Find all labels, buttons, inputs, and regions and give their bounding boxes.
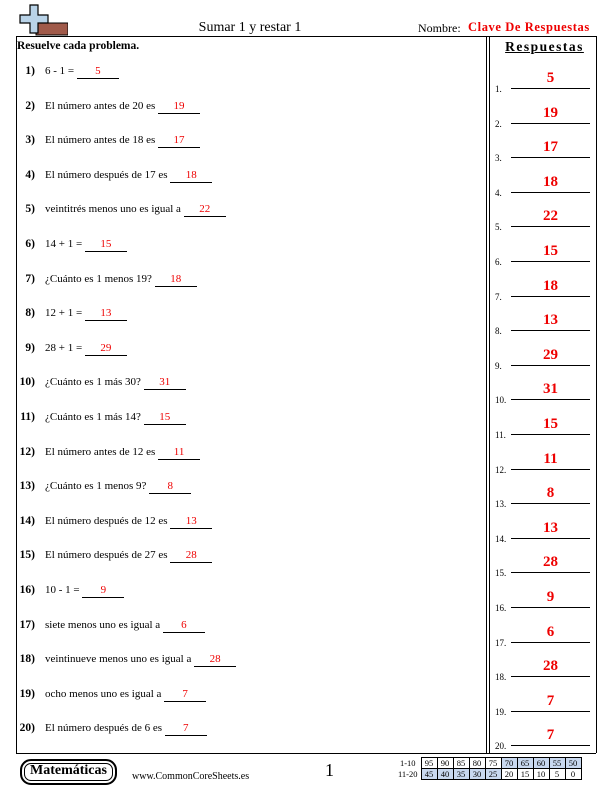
problem-number: 18) [19,653,35,666]
right-border [596,36,597,753]
score-row [396,758,581,769]
problem-text: El número después de 6 es [45,722,162,735]
problem-text-wrap [45,273,197,287]
answer-line [511,538,590,539]
answer-line [511,469,590,470]
answer-value: 18 [543,277,558,294]
answer-item [494,236,594,266]
problem-text: El número antes de 18 es [45,134,156,147]
problem-text: ¿Cuánto es 1 más 30? [45,376,141,389]
answer-value: 19 [543,104,558,121]
answer-blank[interactable]: 18 [170,169,212,183]
answer-blank[interactable]: 29 [85,342,127,356]
answer-line [511,261,590,262]
problem-text-wrap [45,134,200,148]
score-cell: 60 [533,758,549,769]
answer-number: 18. [495,672,507,683]
score-cell: 75 [485,758,501,769]
answer-line [511,123,590,124]
score-cell: 5 [549,769,565,780]
answer-value: 17 [543,139,558,156]
answer-value: 31 [543,381,558,398]
answer-value: 28 [543,658,558,675]
problem-text-wrap [45,65,119,79]
score-cell: 50 [565,758,581,769]
answer-number: 5. [495,222,502,233]
answer-line [511,192,590,193]
answer-blank[interactable]: 28 [170,549,212,563]
answer-line [511,642,590,643]
problem-item [0,446,480,464]
problem-number: 12) [19,445,35,458]
problem-item [0,722,480,740]
score-cell: 45 [421,769,437,780]
answer-item [494,547,594,577]
answer-value: 13 [543,312,558,329]
answer-number: 19. [495,706,507,717]
problem-text-wrap [45,619,205,633]
answer-value: 13 [543,519,558,536]
problem-text: ¿Cuánto es 1 más 14? [45,411,141,423]
footer-rule [16,753,596,754]
answer-number: 8. [495,326,502,337]
answer-blank[interactable]: 7 [164,688,206,702]
answer-number: 3. [495,153,502,164]
answer-value: 15 [543,416,558,432]
answer-blank[interactable]: 18 [155,273,197,287]
problem-number: 15) [19,549,35,562]
problem-number: 14) [19,514,35,527]
answer-blank[interactable]: 17 [158,134,200,148]
problem-item [0,480,480,498]
problem-item [0,65,480,83]
answer-item [494,617,594,647]
answer-blank[interactable]: 13 [85,307,127,321]
answer-item [494,444,594,474]
answer-number: 13. [495,499,507,510]
brand-badge: Matemáticas [20,759,117,785]
answer-number: 6. [495,257,502,267]
answer-line [511,399,590,400]
problem-text-wrap [45,549,212,563]
answer-number: 15. [495,568,507,579]
answer-line [511,157,590,158]
header-rule [16,36,596,37]
problem-text: 12 + 1 = [45,307,83,320]
page-number: 1 [325,760,334,780]
problem-text: 14 + 1 = [45,238,83,250]
problem-item [0,619,480,637]
score-row [396,769,581,780]
answer-number: 7. [495,291,502,302]
problem-text-wrap [45,342,127,356]
answer-number: 2. [495,118,502,129]
answer-number: 11. [495,430,506,440]
answer-blank[interactable]: 13 [170,515,212,529]
problem-text: ¿Cuánto es 1 menos 9? [45,480,147,493]
answer-number: 16. [495,603,507,613]
answer-blank[interactable]: 6 [163,619,205,633]
answer-line [511,296,590,297]
answer-number: 12. [495,464,507,475]
divider-line [489,36,490,753]
problem-text-wrap [45,376,186,390]
score-cell: 30 [469,769,485,780]
problem-number: 4) [25,168,35,181]
problem-item [0,549,480,567]
answer-line [511,745,590,746]
answer-number: 1. [495,84,502,94]
problem-number: 10) [19,376,35,389]
problem-number: 2) [25,99,35,112]
problem-item [0,273,480,291]
answer-blank[interactable]: 28 [194,653,236,667]
problem-text-wrap [45,722,207,736]
problem-text-wrap [45,169,212,183]
answer-line [511,676,590,677]
answer-blank[interactable]: 8 [149,480,191,494]
answer-value: 6 [546,623,555,640]
problem-text-wrap [45,515,212,529]
answer-item [494,582,594,612]
answer-blank[interactable]: 19 [158,100,200,114]
problem-number: 1) [25,65,35,77]
answer-line [511,572,590,573]
problem-number: 11) [20,411,35,423]
problem-item [0,411,480,429]
problem-text: El número después de 17 es [45,168,168,181]
problem-text-wrap [45,411,186,425]
answer-number: 4. [495,187,502,198]
problem-number: 16) [19,584,35,596]
problem-item [0,307,480,325]
site-url[interactable]: www.CommonCoreSheets.es [132,771,250,782]
problem-number: 7) [25,272,35,285]
answer-item [494,167,594,197]
answer-blank[interactable]: 15 [85,238,127,252]
answer-number: 9. [495,360,502,371]
problem-item [0,653,480,671]
problem-item [0,515,480,533]
problem-text: ocho menos uno es igual a [45,687,162,700]
answer-value: 11 [543,450,558,467]
score-cell: 20 [501,769,517,780]
answer-line [511,88,590,89]
problem-item [0,376,480,394]
answer-line [511,330,590,331]
answer-item [494,513,594,543]
answer-item [494,201,594,231]
problem-number: 19) [19,687,35,700]
name-label: Nombre: [418,21,461,35]
answer-blank[interactable]: 22 [184,203,226,217]
problem-text-wrap [45,100,200,114]
answer-item [494,132,594,162]
score-cell: 55 [549,758,565,769]
problem-text: veintinueve menos uno es igual a [45,653,192,666]
problem-text-wrap [45,203,226,217]
answer-value: 7 [546,727,555,744]
score-row-label: 1-10 [399,758,416,768]
score-cell: 70 [501,758,517,769]
answer-value: 18 [543,173,558,190]
answers-title: Respuestas [505,39,584,54]
answer-item [494,63,594,93]
problem-text-wrap [45,480,191,494]
answer-blank[interactable]: 5 [77,65,119,79]
problem-number: 9) [25,341,35,354]
problem-item [0,342,480,360]
score-cell: 95 [421,758,437,769]
problem-text: siete menos uno es igual a [45,618,161,631]
answer-blank[interactable]: 11 [158,446,200,460]
problem-number: 17) [19,618,35,631]
score-cell: 15 [517,769,533,780]
answer-value: 22 [543,208,558,225]
problem-text: 28 + 1 = [45,341,83,354]
problem-text-wrap [45,446,200,460]
problem-number: 13) [19,480,35,493]
answer-item [494,98,594,128]
problem-item [0,238,480,256]
answer-item [494,374,594,404]
problem-item [0,584,480,602]
answer-number: 10. [495,395,507,406]
problem-text-wrap [45,238,127,252]
problem-number: 5) [25,203,35,216]
answer-line [511,711,590,712]
answer-line [511,607,590,608]
answer-item [494,720,594,750]
answer-value: 28 [543,554,558,571]
answer-item [494,478,594,508]
answer-number: 14. [495,533,507,544]
score-cell: 40 [437,769,453,780]
problem-item [0,100,480,118]
answer-line [511,503,590,504]
answer-blank[interactable]: 7 [165,722,207,736]
answer-value: 15 [543,243,558,259]
answer-value: 8 [546,485,555,502]
score-cell: 35 [453,769,469,780]
answer-value: 9 [546,589,555,605]
problem-text: El número después de 27 es [45,549,168,562]
problem-number: 8) [25,307,35,320]
problem-text: El número antes de 20 es [45,99,156,112]
problem-text: El número antes de 12 es [45,445,156,458]
score-cell: 80 [469,758,485,769]
score-cell: 65 [517,758,533,769]
problem-text: 10 - 1 = [45,584,80,596]
problem-number: 3) [25,134,35,147]
score-row-label: 11-20 [398,769,418,779]
answer-line [511,365,590,366]
answer-item [494,305,594,335]
score-table [396,757,582,780]
divider-line [486,36,487,753]
score-cell: 10 [533,769,549,780]
answer-line [511,434,590,435]
score-cell: 0 [565,769,581,780]
plus-minus-logo-icon [16,3,68,37]
problem-text: 6 - 1 = [45,65,75,77]
answer-line [511,226,590,227]
problem-item [0,203,480,221]
page-title: Sumar 1 y restar 1 [198,20,302,35]
problem-text: El número después de 12 es [45,514,168,527]
answer-item [494,340,594,370]
problem-text: veintitrés menos uno es igual a [45,203,181,216]
answer-number: 20. [495,741,507,752]
instructions: Resuelve cada problema. [17,40,140,52]
problem-text-wrap [45,584,124,598]
answer-value: 7 [546,692,555,709]
answer-item [494,686,594,716]
problem-number: 6) [25,238,35,250]
answer-number: 17. [495,637,507,648]
problem-item [0,134,480,152]
score-cell: 85 [453,758,469,769]
problem-text-wrap [45,307,127,321]
problem-text: ¿Cuánto es 1 menos 19? [45,272,152,285]
answer-blank[interactable]: 15 [144,411,186,425]
problem-text-wrap [45,653,236,667]
score-cell: 90 [437,758,453,769]
name-value: Clave De Respuestas [468,20,590,34]
problem-item [0,688,480,706]
answer-value: 29 [543,346,558,363]
score-cell: 25 [485,769,501,780]
answer-value: 5 [546,70,555,86]
answer-item [494,651,594,681]
answer-blank[interactable]: 31 [144,376,186,390]
answer-item [494,271,594,301]
problem-number: 20) [19,722,35,735]
answer-blank[interactable]: 9 [82,584,124,598]
problem-item [0,169,480,187]
answer-item [494,409,594,439]
problem-text-wrap [45,688,206,702]
